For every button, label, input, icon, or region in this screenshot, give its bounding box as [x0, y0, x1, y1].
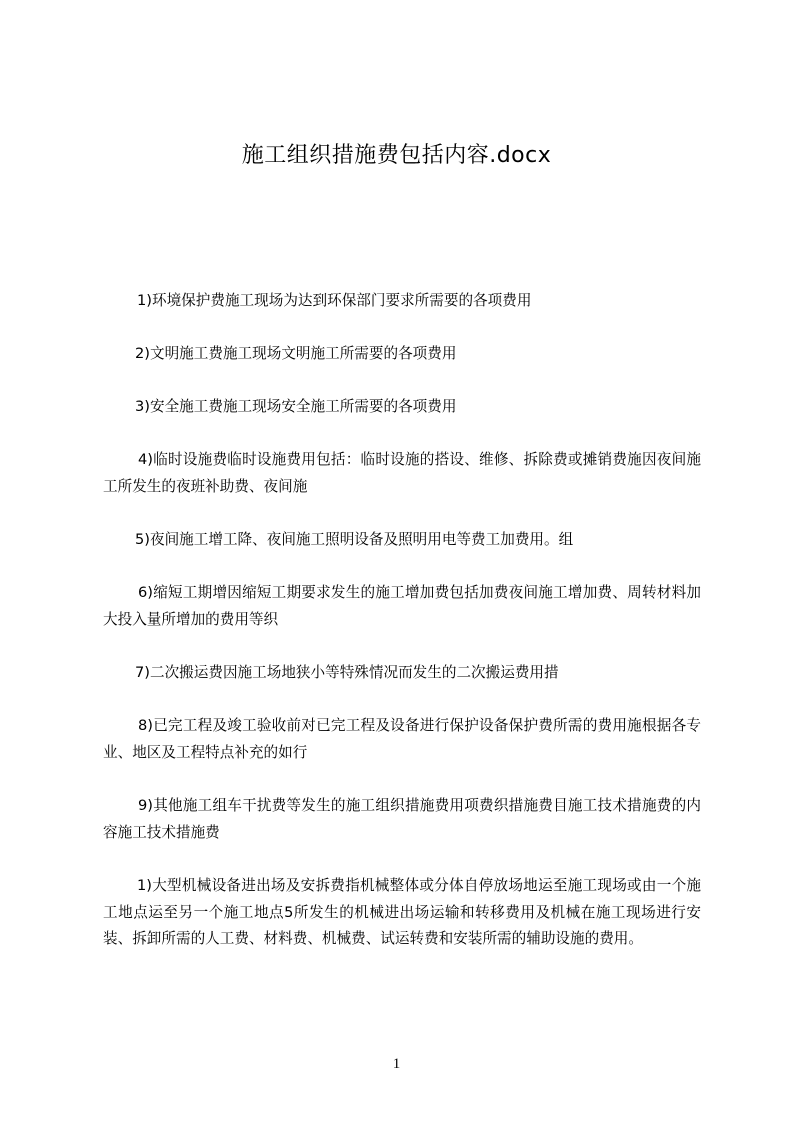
- paragraph-schedule-shortening-fee: 6)缩短工期增因缩短工期要求发生的施工增加费包括加费夜间施工增加费、周转材料加大投入量所增加的费用等织: [103, 584, 701, 628]
- paragraph-secondary-handling-fee: 7)二次搬运费因施工场地狭小等特殊情况而发生的二次搬运费用措: [135, 664, 559, 681]
- paragraph-other-fees: 9)其他施工组车干扰费等发生的施工组织措施费用项费织措施费目施工技术措施费的内容施工技术措施费: [103, 797, 701, 841]
- paragraph-environmental-fee: 1)环境保护费施工现场为达到环保部门要求所需要的各项费用: [137, 292, 532, 309]
- document-title: 施工组织措施费包括内容.docx: [241, 143, 552, 168]
- paragraph-safety-fee: 3)安全施工费施工现场安全施工所需要的各项费用: [135, 398, 457, 415]
- paragraph-temporary-facilities-fee: 4)临时设施费临时设施费用包括：临时设施的搭设、维修、拆除费或摊销费施因夜间施工所发生的夜班补助费、夜间施: [103, 451, 701, 495]
- paragraph-completed-works-protection-fee: 8)已完工程及竣工验收前对已完工程及设备进行保护设备保护费所需的费用施根据各专业、地区及工程特点补充的如行: [103, 717, 701, 761]
- paragraph-civilized-construction-fee: 2)文明施工费施工现场文明施工所需要的各项费用: [135, 345, 457, 362]
- paragraph-night-work-fee: 5)夜间施工增工降、夜间施工照明设备及照明用电等费工加费用。组: [135, 531, 574, 548]
- page-number: 1: [392, 1056, 401, 1072]
- paragraph-large-machinery-fee: 1)大型机械设备进出场及安拆费指机械整体或分体自停放场地运至施工现场或由一个施工地点运至另一个施工地点5所发生的机械进出场运输和转移费用及机械在施工现场进行安装、拆卸所需的人工费、材料费、机械费、试运转费和安装所需的辅助设施的费用。: [103, 877, 701, 947]
